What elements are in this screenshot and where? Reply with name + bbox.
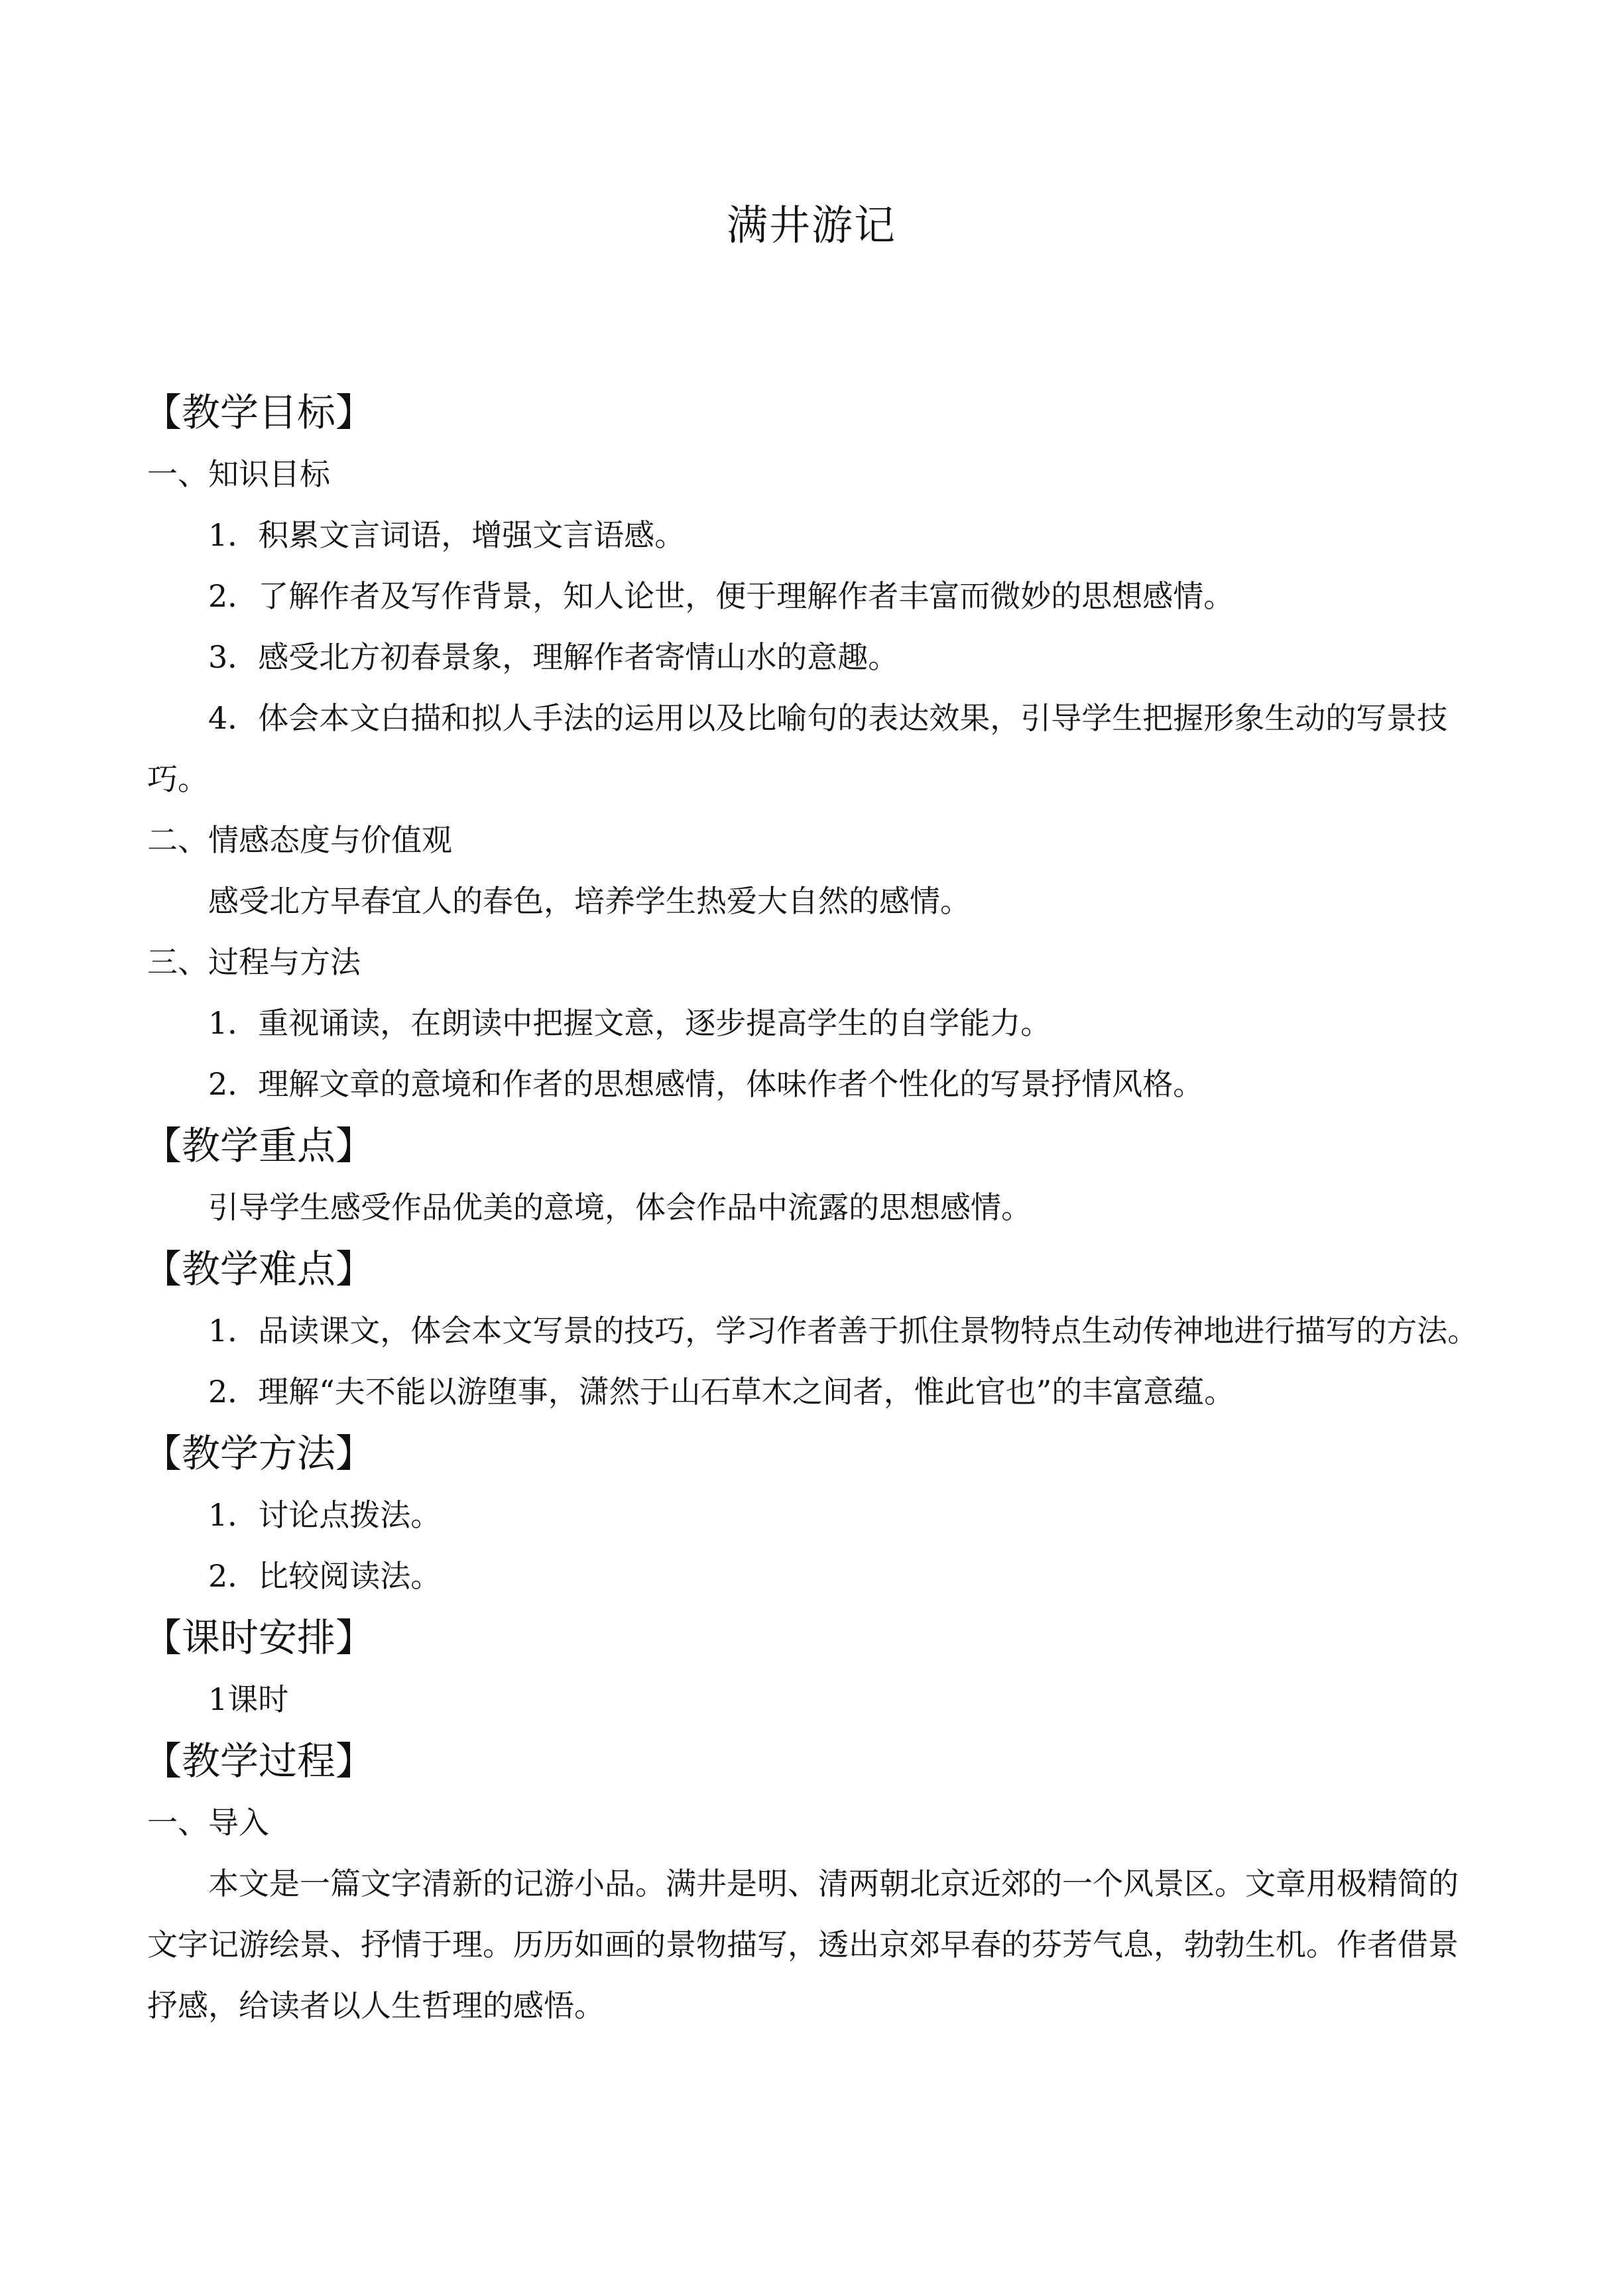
difficulty-item: 2．理解“夫不能以游堕事，潇然于山石草木之间者，惟此官也”的丰富意蕴。 <box>208 1374 1235 1410</box>
method-item: 2．比较阅读法。 <box>208 1558 442 1594</box>
subheading-intro: 一、导入 <box>147 1805 269 1841</box>
document-title: 满井游记 <box>726 201 896 249</box>
section-heading-schedule: 【课时安排】 <box>143 1615 375 1660</box>
subheading-process: 三、过程与方法 <box>147 944 361 980</box>
subheading-knowledge: 一、知识目标 <box>147 456 330 492</box>
section-heading-difficulties: 【教学难点】 <box>143 1246 375 1292</box>
intro-text: 本文是一篇文字清新的记游小品。满井是明、清两朝北京近郊的一个风景区。文章用极精简的文字记游绘景、抒情于理。历历如画的景物描写，透出京郊早春的芬芳气息，勃勃生机。作者借景抒感，给读者以人生哲理的感悟。 <box>147 1866 1459 2024</box>
section-heading-procedure: 【教学过程】 <box>143 1738 375 1783</box>
knowledge-item: 4．体会本文白描和拟人手法的运用以及比喻句的表达效果，引导学生把握形象生动的写景技巧。 <box>147 700 1448 797</box>
subheading-emotion: 二、情感态度与价值观 <box>147 822 452 858</box>
schedule-text: 1课时 <box>208 1681 289 1717</box>
knowledge-item: 2．了解作者及写作背景，知人论世，便于理解作者丰富而微妙的思想感情。 <box>208 578 1234 614</box>
knowledge-item: 3．感受北方初春景象，理解作者寄情山水的意趣。 <box>208 639 899 675</box>
key-points-text: 引导学生感受作品优美的意境，体会作品中流露的思想感情。 <box>208 1189 1032 1225</box>
section-heading-key-points: 【教学重点】 <box>143 1123 375 1168</box>
knowledge-item: 1．积累文言词语，增强文言语感。 <box>208 517 686 553</box>
process-item: 2．理解文章的意境和作者的思想感情，体味作者个性化的写景抒情风格。 <box>208 1066 1204 1102</box>
document-body <box>143 381 1480 2036</box>
section-heading-objectives: 【教学目标】 <box>143 390 375 435</box>
emotion-text: 感受北方早春宜人的春色，培养学生热爱大自然的感情。 <box>208 883 971 919</box>
difficulty-item: 1．品读课文，体会本文写景的技巧，学习作者善于抓住景物特点生动传神地进行描写的方法。 <box>208 1313 1478 1349</box>
process-item: 1．重视诵读，在朗读中把握文意，逐步提高学生的自学能力。 <box>208 1005 1052 1041</box>
method-item: 1．讨论点拨法。 <box>208 1497 442 1533</box>
section-heading-methods: 【教学方法】 <box>143 1431 375 1476</box>
